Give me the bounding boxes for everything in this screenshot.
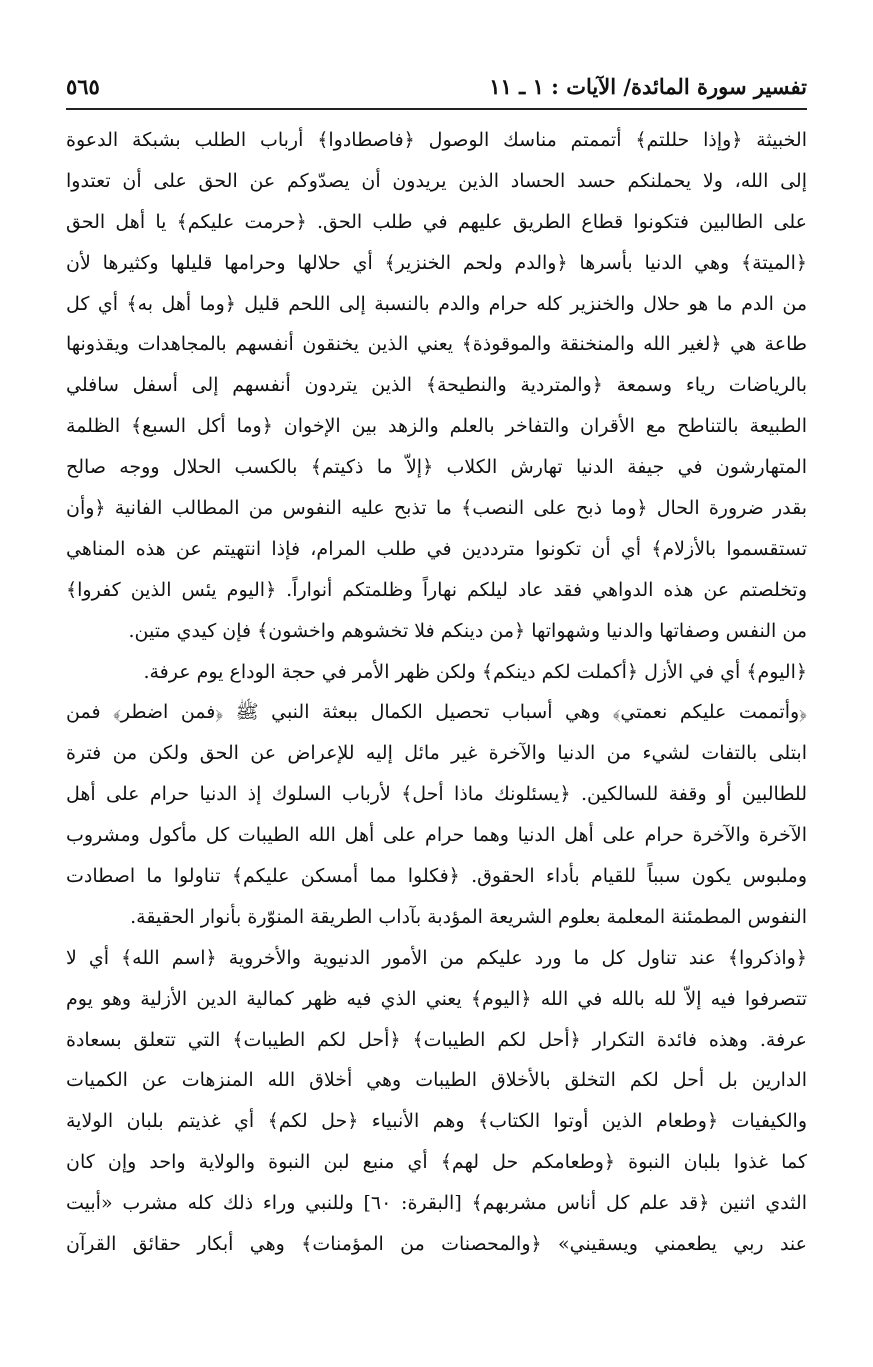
text-line: الآخرة والآخرة حرام على أهل الدنيا وهما حرام على أهل الله الطيبات كل مأكول ومشروب xyxy=(66,824,807,847)
text-line: بالرياضات رياء وسمعة ﴿والمتردية والنطيحة﴾ الذين يتردون أنفسهم إلى أسفل سافلي xyxy=(66,374,807,397)
text-line: من النفس وصفاتها والدنيا وشهواتها ﴿من دينكم فلا تخشوهم واخشون﴾ فإن كيدي متين. xyxy=(128,619,807,642)
text-line: على الطالبين فتكونوا قطاع الطريق عليهم في طلب الحق. ﴿حرمت عليكم﴾ يا أهل الحق xyxy=(66,210,807,233)
text-line: بقدر ضرورة الحال ﴿وما ذبح على النصب﴾ ما تذبح عليه النفوس من المطالب الفانية ﴿وأن xyxy=(66,497,807,520)
header-divider xyxy=(66,108,807,110)
text-line: إلى الله، ولا يحملنكم حسد الحساد الذين يريدون أن يصدّوكم عن الحق على أن تعتدوا xyxy=(66,169,807,192)
text-line: ابتلى بالتفات لشيء من الدنيا والآخرة غير مائل إليه للإعراض عن الحق ولكن من فترة xyxy=(66,742,807,765)
text-line: الطبيعة بالتناطح مع الأقران والتفاخر بالعلم والزهد بين الإخوان ﴿وما أكل السبع﴾ الظلمة xyxy=(66,415,807,438)
text-line: ﴿اليوم﴾ أي في الأزل ﴿أكملت لكم دينكم﴾ ولكن ظهر الأمر في حجة الوداع يوم عرفة. xyxy=(143,660,807,683)
text-line: ﴿الميتة﴾ وهي الدنيا بأسرها ﴿والدم ولحم الخنزير﴾ أي حلالها وحرامها قليلها وكثيرها لأن xyxy=(66,251,807,274)
text-line: وملبوس يكون سبباً للقيام بأداء الحقوق. ﴿فكلوا مما أمسكن عليكم﴾ تناولوا ما اصطادت xyxy=(66,865,807,888)
header-title: تفسير سورة المائدة/ الآيات : ١ ـ ١١ xyxy=(489,73,807,99)
text-line: الدارين بل أحل لكم التخلق بالأخلاق الطيبات وهي أخلاق الله المنزهات عن الكميات xyxy=(66,1069,807,1092)
text-line: تستقسموا بالأزلام﴾ أي أن تكونوا مترددين في طلب المرام، فإذا انتهيتم عن هذه المناهي xyxy=(66,537,807,560)
text-line: المتهارشون في جيفة الدنيا تهارش الكلاب ﴿إلاّ ما ذكيتم﴾ بالكسب الحلال ووجه صالح xyxy=(66,456,807,479)
text-line: النفوس المطمئنة المعلمة بعلوم الشريعة المؤدبة بآداب الطريقة المنوّرة بأنوار الحقيقة. xyxy=(130,905,807,928)
page-number: ٥٦٥ xyxy=(66,73,100,99)
text-line: تتصرفوا فيه إلاّ لله بالله في الله ﴿اليوم﴾ يعني الذي فيه ظهر كمالية الدين الأزلية وهو يوم xyxy=(66,987,807,1010)
text-line: عرفة. وهذه فائدة التكرار ﴿أحل لكم الطيبات﴾ ﴿أحل لكم الطيبات﴾ التي تتعلق بسعادة xyxy=(66,1028,807,1051)
text-line: كما غذوا بلبان النبوة ﴿وطعامكم حل لهم﴾ أي منبع لبن النبوة والولاية واحد وإن كان xyxy=(66,1151,807,1174)
text-line: والكيفيات ﴿وطعام الذين أوتوا الكتاب﴾ وهم الأنبياء ﴿حل لكم﴾ أي غذيتم بلبان الولاية xyxy=(66,1110,807,1133)
text-line: ﴿وأتممت عليكم نعمتي﴾ وهي أسباب تحصيل الكمال ببعثة النبي ﷺ ﴿فمن اضطر﴾ فمن xyxy=(66,701,807,724)
running-header xyxy=(66,66,807,106)
text-line: الخبيثة ﴿وإذا حللتم﴾ أتممتم مناسك الوصول ﴿فاصطادوا﴾ أرباب الطلب بشبكة الدعوة xyxy=(66,129,807,151)
text-line: للطالبين أو وقفة للسالكين. ﴿يسئلونك ماذا أحل﴾ لأرباب السلوك إذ الدنيا حرام على أهل xyxy=(66,783,807,806)
text-line: ﴿واذكروا﴾ عند تناول كل ما ورد عليكم من الأمور الدنيوية والأخروية ﴿اسم الله﴾ أي لا xyxy=(66,946,807,969)
text-line: عند ربي يطعمني ويسقيني» ﴿والمحصنات من المؤمنات﴾ وهي أبكار حقائق القرآن xyxy=(66,1233,807,1256)
text-line: الثدي اثنين ﴿قد علم كل أناس مشربهم﴾ [البقرة: ٦٠] وللنبي وراء ذلك كله مشرب «أبيت xyxy=(66,1192,807,1215)
body-text xyxy=(66,120,807,1265)
text-line: طاعة هي ﴿لغير الله والمنخنقة والموقوذة﴾ يعني الذين يخنقون أنفسهم بالمجاهدات ويقذونها xyxy=(66,333,807,356)
text-line: وتخلصتم عن هذه الدواهي فقد عاد ليلكم نهاراً وظلمتكم أنواراً. ﴿اليوم يئس الذين كفروا﴾ xyxy=(66,578,807,601)
text-line: من الدم ما هو حلال والخنزير كله حرام والدم بالنسبة إلى اللحم قليل ﴿وما أهل به﴾ أي كل xyxy=(66,292,807,315)
